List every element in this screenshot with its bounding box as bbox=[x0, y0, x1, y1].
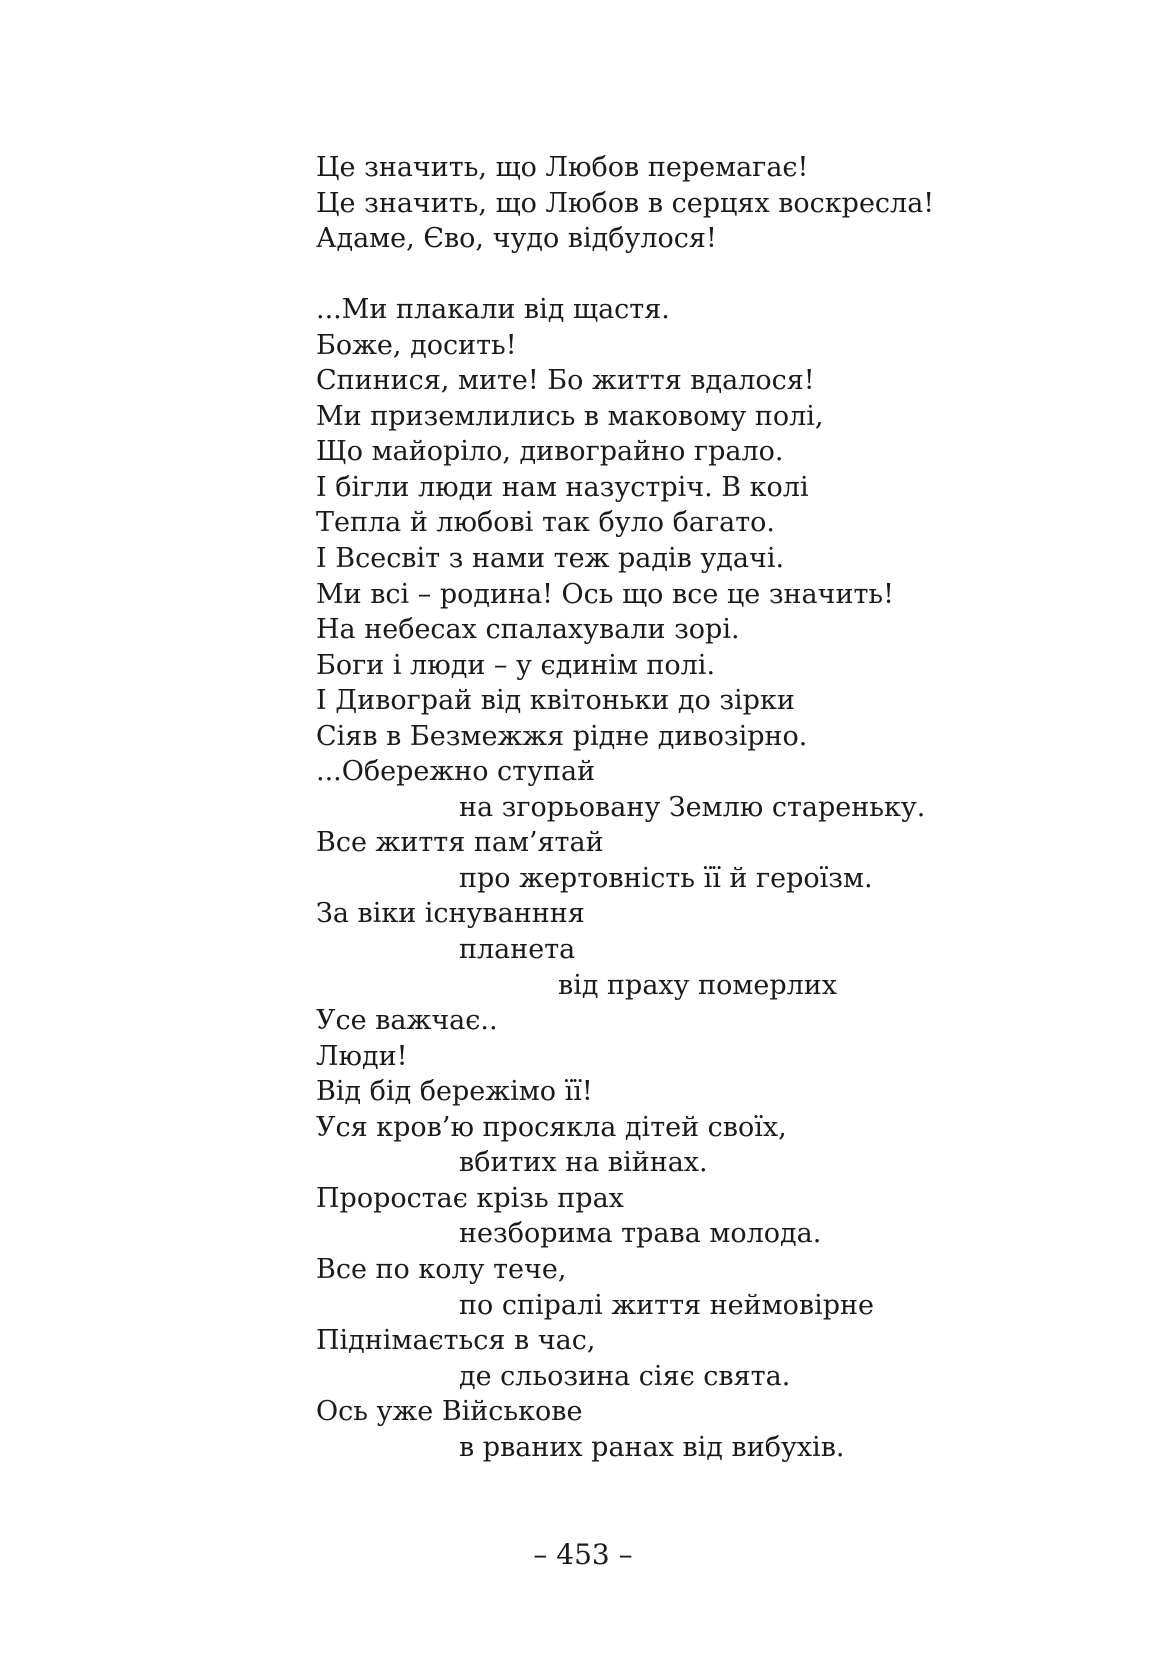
poem-line: І бігли люди нам назустріч. В колі bbox=[316, 471, 809, 503]
stanza-1 bbox=[316, 150, 1096, 257]
poem-line: по спіралі життя неймовірне bbox=[459, 1289, 874, 1321]
poem-line: Що майоріло, дивограйно грало. bbox=[316, 436, 784, 468]
poem-line: ...Ми плакали від щастя. bbox=[316, 294, 670, 326]
poem-line: Адаме, Єво, чудо відбулося! bbox=[316, 223, 717, 255]
poem-line: Люди! bbox=[316, 1040, 408, 1072]
poem-line: про жертовність її й героїзм. bbox=[459, 862, 873, 894]
poem-line: планета bbox=[459, 934, 576, 966]
poem-line: На небесах спалахували зорі. bbox=[316, 614, 740, 646]
poem-line: І Дивограй від квітоньки до зірки bbox=[316, 685, 795, 717]
poem-line: Тепла й любові так було багато. bbox=[316, 507, 775, 539]
poem-text bbox=[316, 150, 1096, 1465]
poem-line: Спинися, мите! Бо життя вдалося! bbox=[316, 365, 815, 397]
stanza-2 bbox=[316, 292, 1096, 1465]
poem-line: ...Обережно ступай bbox=[316, 756, 596, 788]
poem-line: Все по колу тече, bbox=[316, 1253, 567, 1285]
poem-line: незборима трава молода. bbox=[459, 1218, 822, 1250]
poem-line: Ми всі – родина! Ось що все це значить! bbox=[316, 578, 894, 610]
poem-line: Це значить, що Любов перемагає! bbox=[316, 152, 809, 183]
poem-line: За віки існуванння bbox=[316, 898, 585, 930]
poem-line: Це значить, що Любов в серцях воскресла! bbox=[316, 187, 935, 219]
poem-line: вбитих на війнах. bbox=[459, 1147, 708, 1179]
poem-line: І Всесвіт з нами теж радів удачі. bbox=[316, 543, 785, 575]
poem-line: Піднімається в час, bbox=[316, 1325, 596, 1357]
poem-line: в рваних ранах від вибухів. bbox=[459, 1431, 845, 1463]
poem-line: Ось уже Військове bbox=[316, 1396, 583, 1428]
poem-line: Боги і люди – у єдинім полі. bbox=[316, 649, 716, 681]
page-number: – 453 – bbox=[533, 1538, 633, 1571]
poem-line: Уся кров’ю просякла дітей своїх, bbox=[316, 1111, 787, 1143]
poem-line: Ми приземлились в маковому полі, bbox=[316, 400, 824, 432]
poem-line: Все життя пам’ятай bbox=[316, 827, 604, 859]
poem-line: Усе важчає.. bbox=[316, 1005, 498, 1037]
poem-line: Сіяв в Безмежжя рідне дивозірно. bbox=[316, 720, 808, 752]
poem-line: Від бід бережімо її! bbox=[316, 1076, 593, 1108]
poem-line: Проростає крізь прах bbox=[316, 1182, 624, 1214]
poem-line: на згорьовану Землю стареньку. bbox=[459, 791, 926, 823]
poem-line: Боже, досить! bbox=[316, 329, 517, 361]
poem-line: від праху померлих bbox=[558, 969, 838, 1001]
poem-line: де сльозина сіяє свята. bbox=[459, 1360, 791, 1392]
